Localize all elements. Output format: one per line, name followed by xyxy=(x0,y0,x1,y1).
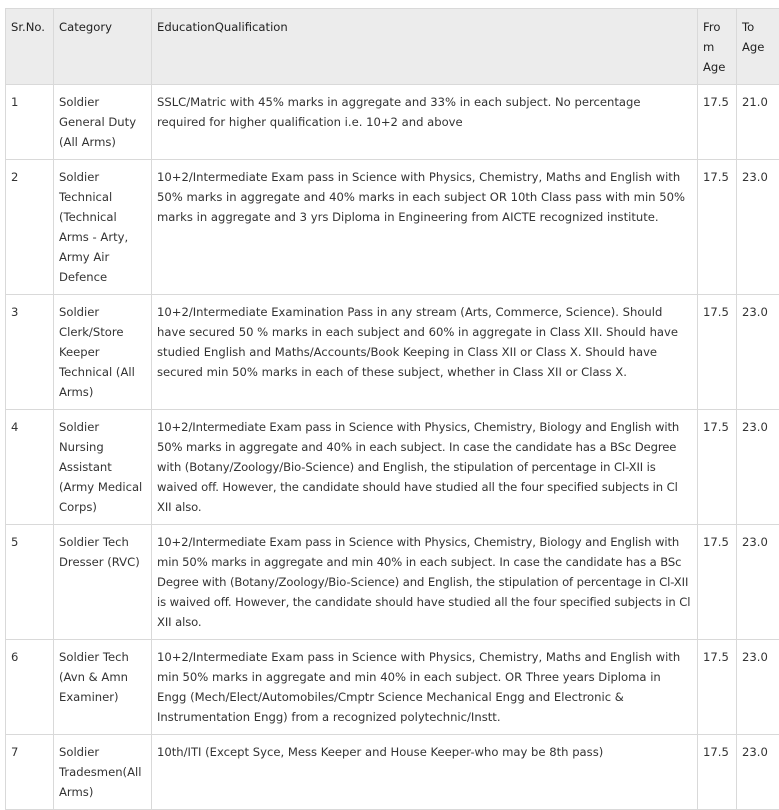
cell-to-age: 23.0 xyxy=(737,640,779,735)
cell-education: SSLC/Matric with 45% marks in aggregate and 33% in each subject. No percentage required for higher qualification i.e. 10+2 and above xyxy=(152,85,698,160)
cell-from-age: 17.5 xyxy=(698,160,737,295)
cell-from-age: 17.5 xyxy=(698,525,737,640)
cell-sr-no: 6 xyxy=(6,640,54,735)
cell-category: Soldier Tech (Avn & Amn Examiner) xyxy=(54,640,152,735)
table-row xyxy=(6,525,779,640)
cell-sr-no: 5 xyxy=(6,525,54,640)
cell-to-age: 23.0 xyxy=(737,525,779,640)
cell-sr-no: 2 xyxy=(6,160,54,295)
cell-category: Soldier Clerk/Store Keeper Technical (All Arms) xyxy=(54,295,152,410)
cell-education: 10+2/Intermediate Exam pass in Science with Physics, Chemistry, Maths and English with min 50% marks in aggregate and min 40% in each subject. OR Three years Diploma in Engg (Mech/Elect/Automobiles/Cmptr Science Mechanical Engg and Electronic & Instrumentation Engg) from a recognized polytechnic/Instt. xyxy=(152,640,698,735)
cell-education: 10th/ITI (Except Syce, Mess Keeper and House Keeper-who may be 8th pass) xyxy=(152,735,698,810)
cell-category: Soldier Tech Dresser (RVC) xyxy=(54,525,152,640)
cell-category: Soldier Technical (Technical Arms - Arty, Army Air Defence xyxy=(54,160,152,295)
table-row xyxy=(6,410,779,525)
cell-sr-no: 4 xyxy=(6,410,54,525)
cell-to-age: 23.0 xyxy=(737,410,779,525)
cell-education: 10+2/Intermediate Examination Pass in any stream (Arts, Commerce, Science). Should have secured 50 % marks in each subject and 60% in aggregate in Class XII. Should have studied English and Maths/Accounts/Book Keeping in Class XII or Class X. Should have secured min 50% marks in each of these subject, whether in Class XII or Class X. xyxy=(152,295,698,410)
cell-from-age: 17.5 xyxy=(698,735,737,810)
table-row xyxy=(6,295,779,410)
cell-sr-no: 1 xyxy=(6,85,54,160)
header-education-qualification: EducationQualification xyxy=(152,9,698,85)
table-row xyxy=(6,640,779,735)
cell-from-age: 17.5 xyxy=(698,295,737,410)
cell-to-age: 23.0 xyxy=(737,735,779,810)
cell-education: 10+2/Intermediate Exam pass in Science with Physics, Chemistry, Maths and English with 50% marks in aggregate and 40% marks in each subject OR 10th Class pass with min 50% marks in aggregate and 3 yrs Diploma in Engineering from AICTE recognized institute. xyxy=(152,160,698,295)
header-from-age: From Age xyxy=(698,9,737,85)
cell-from-age: 17.5 xyxy=(698,85,737,160)
table-header-row xyxy=(6,9,779,85)
table-row xyxy=(6,85,779,160)
header-sr-no: Sr.No. xyxy=(6,9,54,85)
cell-education: 10+2/Intermediate Exam pass in Science with Physics, Chemistry, Biology and English with min 50% marks in aggregate and min 40% in each subject. In case the candidate has a BSc Degree with (Botany/Zoology/Bio-Science) and English, the stipulation of percentage in Cl-XII is waived off. However, the candidate should have studied all the four specified subjects in Cl XII also. xyxy=(152,525,698,640)
cell-to-age: 21.0 xyxy=(737,85,779,160)
cell-category: Soldier Tradesmen(All Arms) xyxy=(54,735,152,810)
cell-from-age: 17.5 xyxy=(698,640,737,735)
cell-to-age: 23.0 xyxy=(737,160,779,295)
cell-from-age: 17.5 xyxy=(698,410,737,525)
cell-sr-no: 3 xyxy=(6,295,54,410)
cell-education: 10+2/Intermediate Exam pass in Science with Physics, Chemistry, Biology and English with 50% marks in aggregate and 40% in each subject. In case the candidate has a BSc Degree with (Botany/Zoology/Bio-Science) and English, the stipulation of percentage in Cl-XII is waived off. However, the candidate should have studied all the four specified subjects in Cl XII also. xyxy=(152,410,698,525)
table-row xyxy=(6,735,779,810)
cell-to-age: 23.0 xyxy=(737,295,779,410)
eligibility-table xyxy=(5,8,779,810)
table-row xyxy=(6,160,779,295)
cell-category: Soldier General Duty (All Arms) xyxy=(54,85,152,160)
header-category: Category xyxy=(54,9,152,85)
cell-category: Soldier Nursing Assistant (Army Medical Corps) xyxy=(54,410,152,525)
cell-sr-no: 7 xyxy=(6,735,54,810)
header-to-age: To Age xyxy=(737,9,779,85)
